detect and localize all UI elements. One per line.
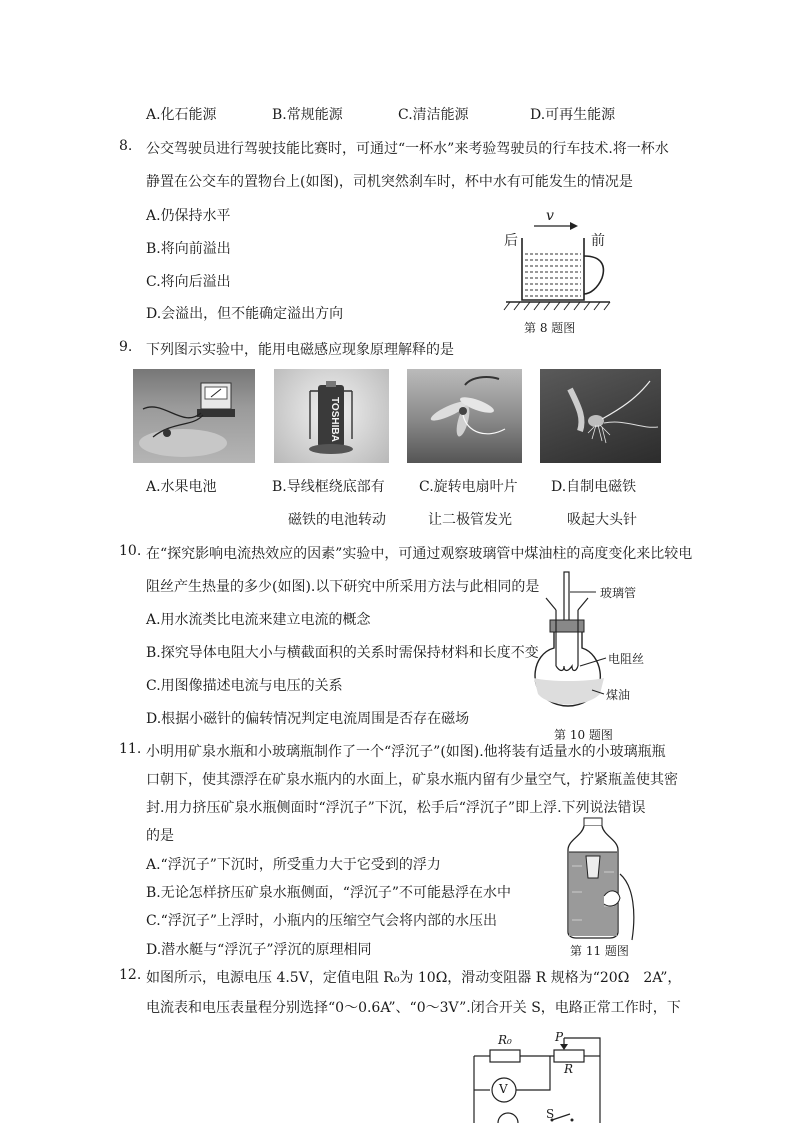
- q8-stem-line-1: 公交驾驶员进行驾驶技能比赛时，可通过“一杯水”来考验驾驶员的行车技术.将一杯水: [146, 141, 669, 157]
- q9-number: 9.: [119, 339, 133, 355]
- q11-stem-line-2: 口朝下，使其漂浮在矿泉水瓶内的水面上，矿泉水瓶内留有少量空气，拧紧瓶盖使其密: [146, 772, 678, 788]
- q11-caption: 第 11 题图: [570, 944, 629, 958]
- label-glass-tube: 玻璃管: [600, 586, 637, 600]
- q7-option-a: A.化石能源: [146, 107, 217, 123]
- label-switch: S: [546, 1107, 555, 1121]
- voltmeter-symbol: V: [499, 1082, 508, 1096]
- q9-option-c-line-1: C.旋转电扇叶片: [419, 479, 518, 495]
- q8-stem-line-2: 静置在公交车的置物台上(如图)，司机突然刹车时，杯中水有可能发生的情况是: [146, 174, 633, 190]
- q9-option-d-line-2: 吸起大头针: [567, 512, 637, 528]
- q12-number: 12.: [119, 967, 142, 983]
- flask-diagram: [520, 570, 670, 720]
- q8-figure: [498, 208, 618, 338]
- q12-stem-line-2: 电流表和电压表量程分别选择“0～0.6A”、“0～3V”.闭合开关 S，电路正常工作时，下: [146, 1000, 681, 1016]
- q7-option-c: C.清洁能源: [398, 107, 469, 123]
- q11-option-b: B.无论怎样挤压矿泉水瓶侧面，“浮沉子”不可能悬浮在水中: [146, 885, 512, 901]
- q11-stem-line-3: 封.用力挤压矿泉水瓶侧面时“浮沉子”下沉，松手后“浮沉子”即上浮.下列说法错误: [146, 800, 646, 816]
- q10-option-c: C.用图像描述电流与电压的关系: [146, 678, 343, 694]
- label-resistance-wire: 电阻丝: [608, 652, 645, 666]
- q10-stem-line-1: 在“探究影响电流热效应的因素”实验中，可通过观察玻璃管中煤油柱的高度变化来比较电: [146, 546, 693, 562]
- photo-electromagnet: [540, 369, 661, 463]
- q8-number: 8.: [119, 138, 133, 154]
- photo-fan-blades: [407, 369, 522, 463]
- label-back: 后: [504, 233, 518, 249]
- q9-option-b-line-2: 磁铁的电池转动: [288, 512, 386, 528]
- q7-option-d: D.可再生能源: [530, 107, 616, 123]
- q8-option-a: A.仍保持水平: [146, 208, 231, 224]
- q11-number: 11.: [119, 741, 142, 757]
- q9-option-a: A.水果电池: [146, 479, 217, 495]
- q11-option-d: D.潜水艇与“浮沉子”浮沉的原理相同: [146, 942, 372, 958]
- label-v: v: [546, 208, 554, 224]
- q9-stem: 下列图示实验中，能用电磁感应现象原理解释的是: [146, 342, 454, 358]
- label-p: P: [555, 1030, 564, 1044]
- battery-brand-text: TOSHIBA: [329, 397, 340, 442]
- q11-stem-line-4: 的是: [146, 828, 174, 844]
- q10-option-d: D.根据小磁针的偏转情况判定电流周围是否存在磁场: [146, 711, 470, 727]
- q10-option-a: A.用水流类比电流来建立电流的概念: [146, 612, 371, 628]
- q7-option-b: B.常规能源: [272, 107, 343, 123]
- q11-figure: [552, 816, 642, 960]
- photo-fruit-battery: [133, 369, 255, 463]
- q10-option-b: B.探究导体电阻大小与横截面积的关系时需保持材料和长度不变: [146, 645, 539, 661]
- q11-stem-line-1: 小明用矿泉水瓶和小玻璃瓶制作了一个“浮沉子”(如图).他将装有适量水的小玻璃瓶瓶: [146, 744, 666, 760]
- q8-caption: 第 8 题图: [524, 321, 576, 335]
- q8-option-d: D.会溢出，但不能确定溢出方向: [146, 306, 344, 322]
- cup-diagram: [498, 208, 618, 320]
- q11-option-c: C.“浮沉子”上浮时，小瓶内的压缩空气会将内部的水压出: [146, 913, 497, 929]
- q12-figure: [460, 1030, 610, 1123]
- label-front: 前: [591, 233, 605, 249]
- q8-option-b: B.将向前溢出: [146, 241, 231, 257]
- q12-stem-line-1: 如图所示，电源电压 4.5V，定值电阻 R₀为 10Ω，滑动变阻器 R 规格为“20Ω 2A”，: [146, 970, 682, 986]
- circuit-diagram: [460, 1030, 610, 1123]
- q10-caption: 第 10 题图: [554, 728, 613, 742]
- q8-option-c: C.将向后溢出: [146, 274, 231, 290]
- label-r0: R₀: [498, 1033, 512, 1047]
- bottle-diagram: [552, 816, 642, 942]
- q9-option-c-line-2: 让二极管发光: [428, 512, 512, 528]
- label-kerosene: 煤油: [606, 688, 631, 702]
- q10-figure: [520, 570, 670, 744]
- label-r: R: [564, 1062, 574, 1076]
- q9-option-d-line-1: D.自制电磁铁: [551, 479, 637, 495]
- photo-battery-frame: [274, 369, 389, 463]
- q11-option-a: A.“浮沉子”下沉时，所受重力大于它受到的浮力: [146, 857, 441, 873]
- q10-number: 10.: [119, 543, 142, 559]
- q9-option-b-line-1: B.导线框绕底部有: [272, 479, 385, 495]
- q10-stem-line-2: 阻丝产生热量的多少(如图).以下研究中所采用方法与此相同的是: [146, 579, 540, 595]
